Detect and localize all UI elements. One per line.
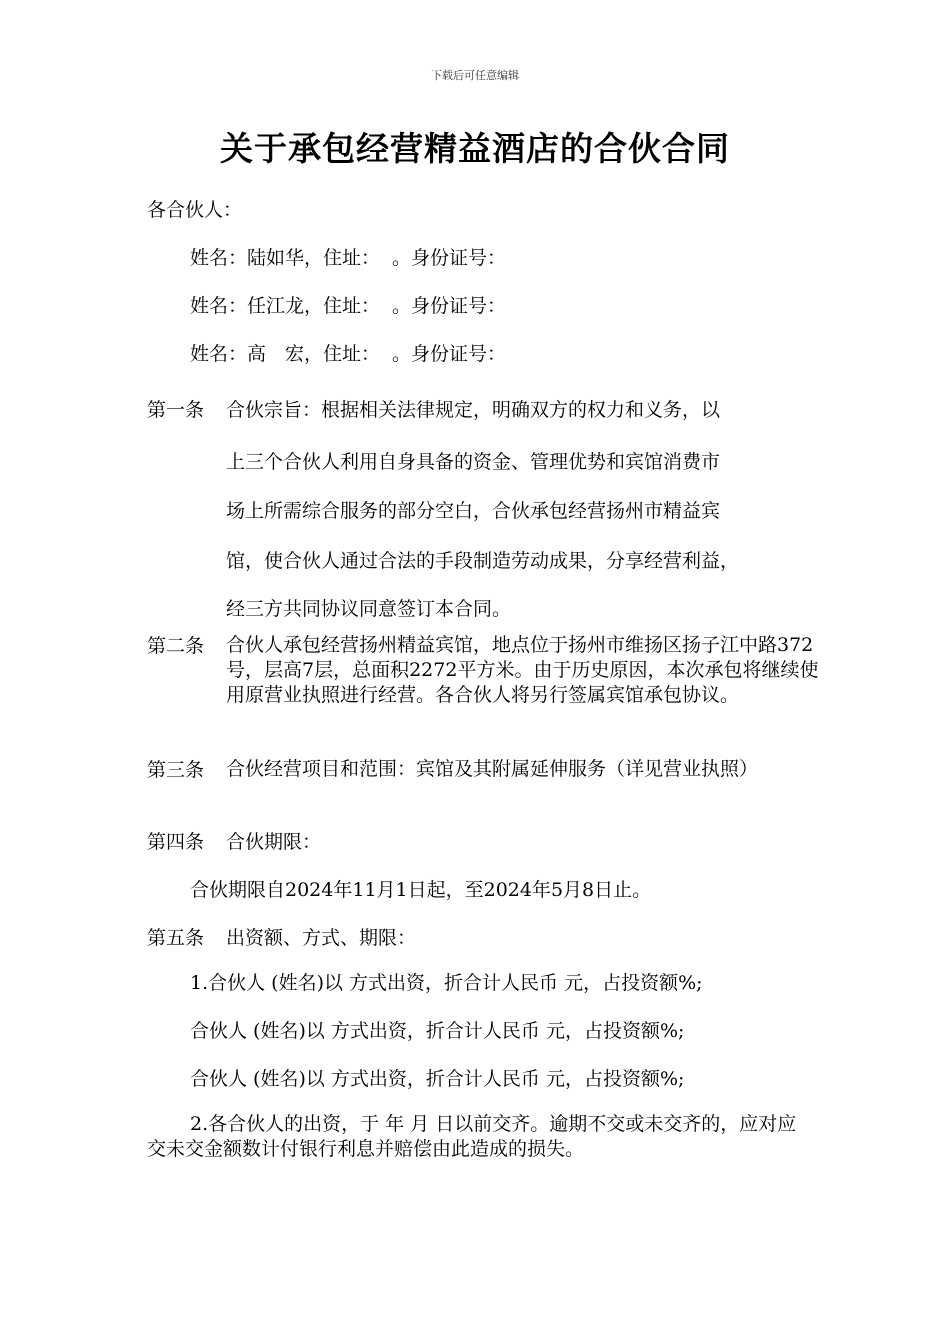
article-3-text: 合伙经营项目和范围：宾馆及其附属延伸服务（详见营业执照） — [226, 758, 759, 780]
article-5-heading: 出资额、方式、期限： — [226, 927, 417, 949]
article-3-label: 第三条 — [147, 759, 205, 781]
partner-name: 陆如华 — [247, 247, 305, 269]
salutation: 各合伙人： — [147, 199, 243, 221]
article-5-item: 1.合伙人 (姓名)以 方式出资，折合计人民币 元，占投资额%; — [190, 972, 703, 994]
article-5-item: 合伙人 (姓名)以 方式出资，折合计人民币 元，占投资额%; — [190, 1068, 685, 1090]
article-2-label: 第二条 — [147, 635, 205, 657]
article-4-heading: 合伙期限： — [226, 831, 322, 853]
partner-name-label: 姓名： — [190, 247, 248, 269]
article-2-text: 合伙人承包经营扬州精益宾馆，地点位于扬州市维扬区扬子江中路372号，层高7层，总面积2272平方米。由于历史原因，本次承包将继续使用原营业执照进行经营。各合伙人将另行签属宾馆承包协议。 — [226, 634, 819, 706]
article-5-label: 第五条 — [147, 927, 205, 949]
article-1-line: 上三个合伙人利用自身具备的资金、管理优势和宾馆消费市 — [226, 451, 721, 473]
article-1-line: 经三方共同协议同意签订本合同。 — [226, 598, 512, 620]
partner-name-label: 姓名： — [190, 343, 248, 365]
partner-id-label: 。身份证号： — [392, 247, 507, 269]
article-1-line: 馆，使合伙人通过合法的手段制造劳动成果，分享经营利益， — [226, 550, 740, 572]
partner-line — [190, 341, 506, 367]
partner-address-label: ，住址： — [304, 295, 381, 317]
partner-line — [190, 245, 506, 271]
article-5-item: 合伙人 (姓名)以 方式出资，折合计人民币 元，占投资额%; — [190, 1020, 685, 1042]
header-note: 下载后可任意编辑 — [431, 69, 519, 82]
article-5-clause-2: 2.各合伙人的出资，于 年 月 日以前交齐。逾期不交或未交齐的，应对应交未交金额数计付银行利息并赔偿由此造成的损失。 — [147, 1113, 797, 1160]
partner-address-label: ，住址： — [304, 343, 381, 365]
article-4-term: 合伙期限自2024年11月1日起，至2024年5月8日止。 — [190, 879, 652, 901]
partner-line — [190, 293, 506, 319]
partner-name: 任江龙 — [247, 295, 305, 317]
article-1-line: 合伙宗旨：根据相关法律规定，明确双方的权力和义务，以 — [226, 399, 721, 421]
partner-address-label: ，住址： — [304, 247, 381, 269]
partner-id-label: 。身份证号： — [392, 343, 507, 365]
partner-id-label: 。身份证号： — [392, 295, 507, 317]
article-1-line: 场上所需综合服务的部分空白，合伙承包经营扬州市精益宾 — [226, 500, 721, 522]
article-4-label: 第四条 — [147, 831, 205, 853]
document-title: 关于承包经营精益酒店的合伙合同 — [220, 129, 730, 168]
article-1-label: 第一条 — [147, 399, 205, 421]
partner-name: 高 宏 — [247, 343, 305, 365]
partner-name-label: 姓名： — [190, 295, 248, 317]
